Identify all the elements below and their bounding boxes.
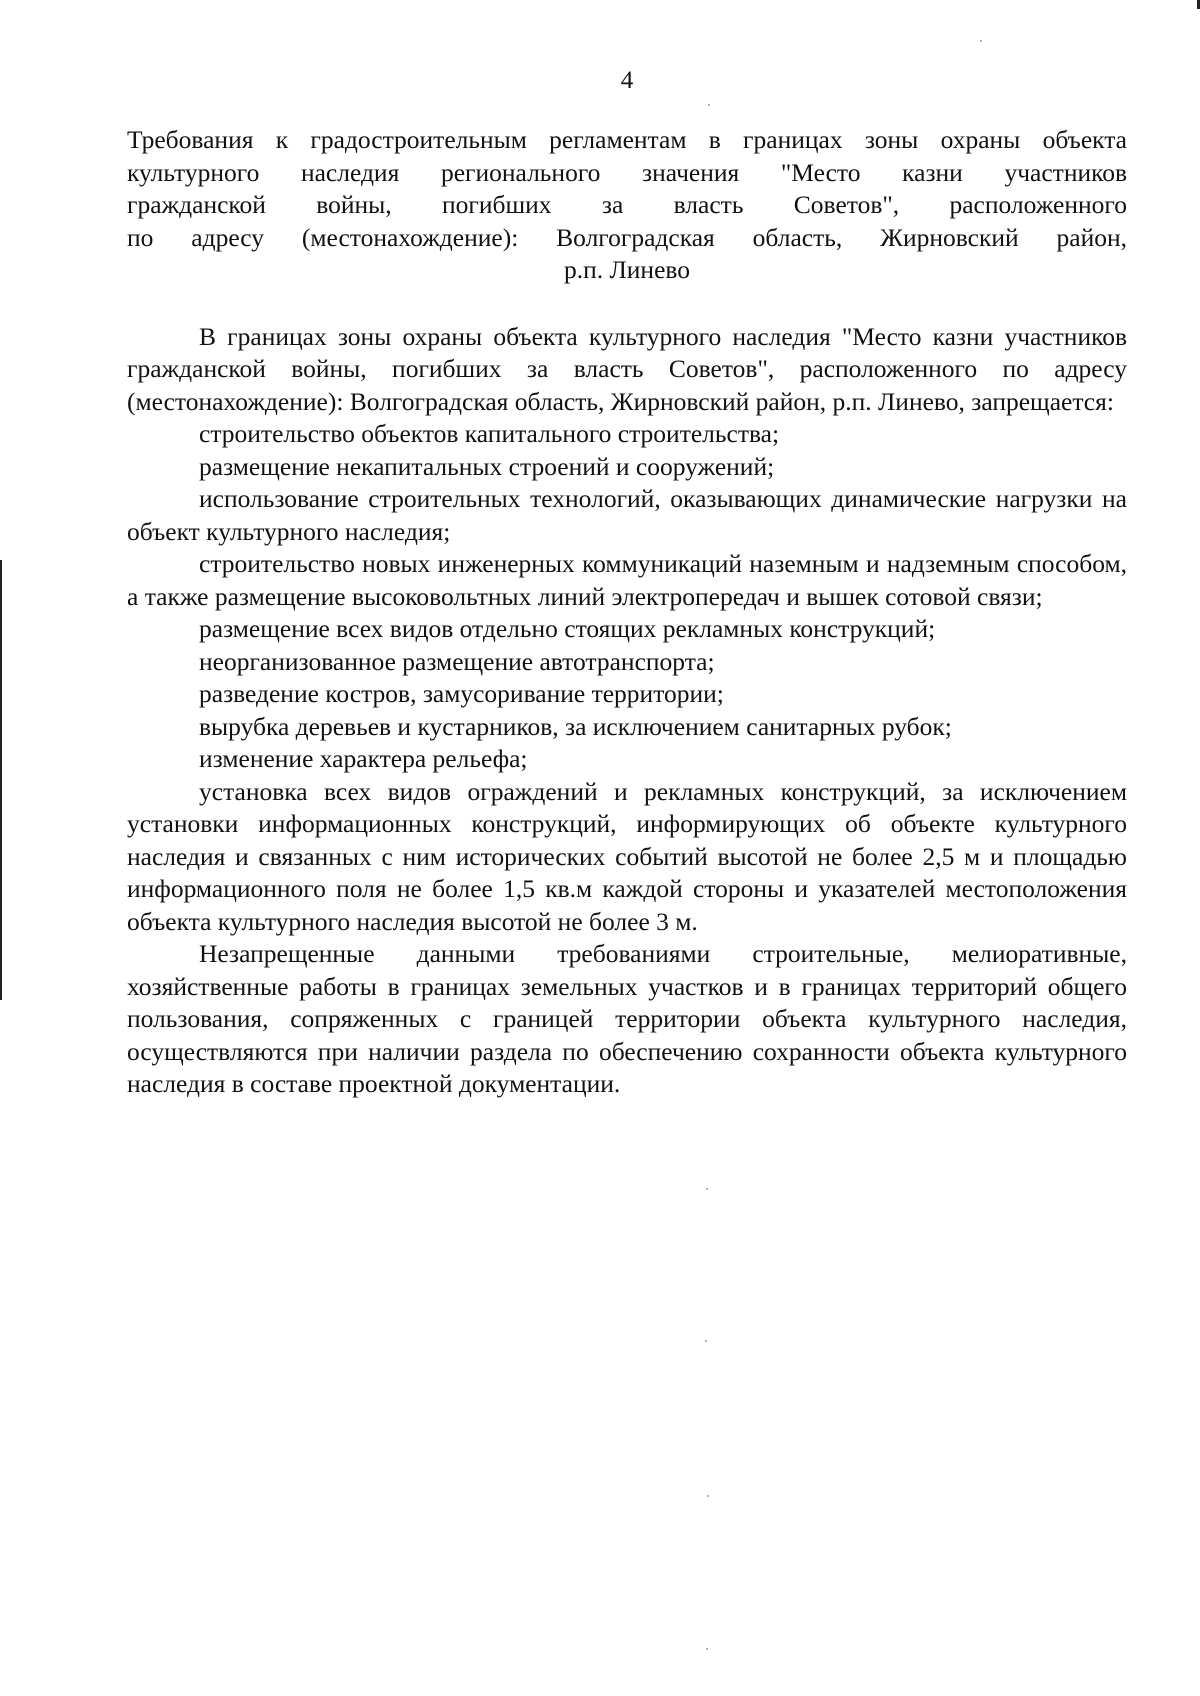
- heading-line: культурного наследия регионального значения "Место казни участников: [127, 157, 1127, 187]
- scan-edge-line: [0, 560, 2, 1000]
- scan-speck: [707, 1495, 709, 1497]
- scan-speck: [706, 1188, 708, 1190]
- prohibition-item: использование строительных технологий, оказывающих динамические нагрузки на объект культурного наследия;: [127, 484, 1127, 546]
- heading-locality-line: р.п. Линево: [563, 255, 691, 284]
- prohibition-item: размещение всех видов отдельно стоящих рекламных конструкций;: [199, 614, 936, 643]
- final-paragraph: Незапрещенные данными требованиями строительные, мелиоративные, хозяйственные работы в границах земельных участков и в границах территорий общего пользования, сопряженных с границей территории объекта культурного наследия, осуществляются при наличии раздела по обеспечению сохранности объекта культурного наследия в составе проектной документации.: [127, 939, 1127, 1098]
- prohibition-item: неорганизованное размещение автотранспорта;: [199, 646, 715, 676]
- prohibition-item: строительство новых инженерных коммуникаций наземным и надземным способом, а также размещение высоковольтных линий электропередач и вышек сотовой связи;: [127, 549, 1127, 611]
- page-number: 4: [620, 67, 634, 94]
- heading-line: по адресу (местонахождение): Волгоградская область, Жирновский район,: [127, 222, 1127, 252]
- document-heading: [127, 124, 1127, 287]
- scan-speck: [708, 104, 710, 106]
- prohibition-item: размещение некапитальных строений и сооружений;: [199, 451, 775, 481]
- heading-line: Требования к градостроительным регламентам в границах зоны охраны объекта: [127, 125, 1127, 154]
- prohibition-item: разведение костров, замусоривание территории;: [199, 679, 724, 708]
- document-body: [127, 124, 1127, 1101]
- prohibition-item: вырубка деревьев и кустарников, за исключением санитарных рубок;: [199, 711, 952, 741]
- heading-line: гражданской войны, погибших за власть Советов", расположенного: [127, 190, 1127, 219]
- scan-speck: [705, 1340, 707, 1342]
- prohibition-item: строительство объектов капитального строительства;: [199, 419, 780, 448]
- scan-speck: [980, 40, 982, 42]
- prohibitions-list: [127, 418, 1127, 938]
- scan-speck: [706, 1648, 708, 1650]
- intro-paragraph: В границах зоны охраны объекта культурного наследия "Место казни участников гражданской войны, погибших за власть Советов", расположенного по адресу (местонахождение): Волгоградская область, Жирновский район, р.п. Линево, запрещается:: [127, 321, 1127, 416]
- prohibition-item: установка всех видов ограждений и рекламных конструкций, за исключением установки информационных конструкций, информирующих об объекте культурного наследия и связанных с ним исторических событий высотой не более 2,5 м и площадью информационного поля не более 1,5 кв.м каждой стороны и указателей местоположения объекта культурного наследия высотой не более 3 м.: [127, 776, 1127, 936]
- prohibition-item: изменение характера рельефа;: [199, 744, 528, 773]
